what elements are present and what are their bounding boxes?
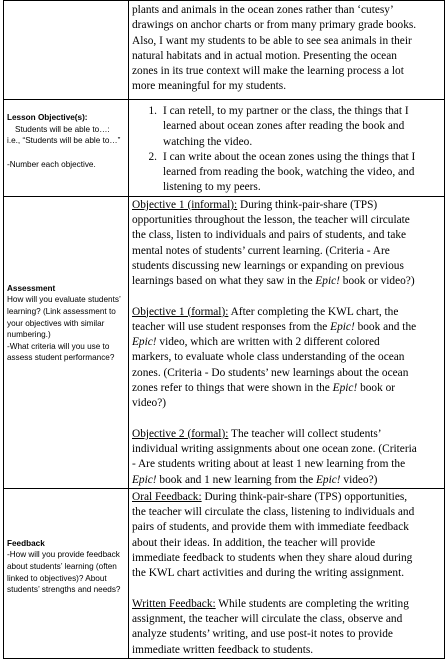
assessment-line: students discussing new learnings or expanding on previous <box>132 259 404 272</box>
objectives-label-note: -Number each objective. <box>7 159 96 169</box>
assessment-line: the class, listen to individuals and pairs of students, and take <box>132 229 407 242</box>
assessment-line: The teacher will collect students’ <box>228 427 382 440</box>
feedback-line: During think-pair-share (TPS) opportunities, <box>201 490 408 503</box>
objectives-list <box>129 100 444 196</box>
assessment-row <box>4 196 445 488</box>
assessment-line: During think-pair-share (TPS) <box>237 198 378 211</box>
objective-line: learned about ocean zones after reading the book and <box>163 120 405 133</box>
lesson-plan-table <box>3 0 445 659</box>
objective-line: learned from reading the book, watching the video, and <box>163 166 415 179</box>
feedback-paragraph-written <box>132 597 444 658</box>
objective-item-1 <box>129 104 444 150</box>
assessment-line: markers, to evaluate whole class understanding of the ocean <box>132 351 405 364</box>
assessment-line: zones refer to things that were shown in the Epic! book or <box>132 382 396 395</box>
assessment-label-title: Assessment <box>7 283 56 293</box>
assessment-content-cell <box>129 196 445 488</box>
feedback-label-line: -How will you provide feedback <box>7 550 120 560</box>
assessment-line: opportunities throughout the lesson, the teacher will circulate <box>132 214 410 227</box>
assessment-label-line: assess student performance? <box>7 353 115 363</box>
assessment-line: video?) <box>132 397 167 410</box>
assessment-label-line: numbering.) <box>7 330 51 340</box>
assessment-label-cell <box>4 196 129 488</box>
objectives-label-line: i.e., “Students will be able to…” <box>7 136 121 146</box>
feedback-heading: Written Feedback: <box>132 597 216 610</box>
feedback-line: the KWL chart activities and during the writing assignment. <box>132 567 405 580</box>
assessment-line: learnings based on what they saw in the Epic! book or video?) <box>132 275 415 288</box>
objectives-label-cell <box>4 100 129 197</box>
feedback-line: immediate written feedback to students. <box>132 643 314 656</box>
objective-line: I can write about the ocean zones using the things that I <box>163 150 416 163</box>
assessment-heading: Objective 1 (formal): <box>132 305 229 318</box>
objective-line: I can retell, to my partner or the class, the things that I <box>163 105 409 117</box>
assessment-paragraph-3 <box>132 427 444 488</box>
feedback-heading: Oral Feedback: <box>132 490 202 503</box>
assessment-label-line: How will you evaluate students’ <box>7 295 121 305</box>
objectives-content-cell <box>129 100 445 197</box>
rationale-line: drawings on anchor charts or from many primary grade books. <box>132 19 417 32</box>
assessment-line: - Are students writing about at least 1 new learning from the <box>132 458 406 471</box>
feedback-line: pairs of students, and provide them with immediate feedback <box>132 521 409 534</box>
feedback-line: about their ideas. In addition, the teacher will provide <box>132 536 376 549</box>
feedback-paragraph-oral <box>132 490 444 582</box>
feedback-label <box>4 489 128 596</box>
feedback-label-line: linked to objectives)? About <box>7 573 107 583</box>
rationale-line: more meaningful for my students. <box>132 80 287 93</box>
assessment-paragraph-1 <box>132 198 444 290</box>
feedback-line: immediate feedback to students when they share aloud during <box>132 552 413 565</box>
assessment-label-line: your objectives with similar <box>7 318 105 328</box>
objective-item-2 <box>129 150 444 196</box>
assessment-heading: Objective 2 (formal): <box>132 427 229 440</box>
feedback-label-line: students’ strengths and needs? <box>7 585 121 595</box>
feedback-text <box>129 489 444 658</box>
objectives-label-title: Lesson Objective(s): <box>7 113 88 122</box>
objectives-row <box>4 100 445 197</box>
rationale-content-cell <box>129 1 445 100</box>
rationale-line: plants and animals in the ocean zones rather than ‘cutesy’ <box>132 4 394 16</box>
objectives-label <box>4 100 128 170</box>
objective-number: 2. <box>148 150 157 163</box>
feedback-label-cell <box>4 488 129 658</box>
assessment-line: mental notes of students’ current learning. (Criteria - Are <box>132 244 390 257</box>
rationale-row <box>4 1 445 100</box>
objectives-label-line: Students will be able to…: <box>15 124 110 134</box>
assessment-heading: Objective 1 (informal): <box>132 198 238 211</box>
assessment-label-line: -What criteria will you use to <box>7 341 110 351</box>
assessment-text <box>129 197 444 488</box>
assessment-paragraph-2 <box>132 305 444 412</box>
objective-line: watching the video. <box>163 135 253 148</box>
objective-line: listening to my peers. <box>163 181 261 194</box>
assessment-label <box>4 197 128 364</box>
assessment-label-line: learning? (Link assessment to <box>7 306 116 316</box>
rationale-line: zones in its true context will make the learning process a lot <box>132 65 404 78</box>
assessment-line: Epic! video, which are written with 2 different colored <box>132 336 380 349</box>
rationale-line: natural habitats and in actual motion. Presenting the ocean <box>132 49 397 62</box>
feedback-row <box>4 488 445 658</box>
feedback-line: assignment, the teacher will circulate the class, observe and <box>132 612 403 625</box>
feedback-line: While students are completing the writing <box>215 597 409 610</box>
objective-number: 1. <box>148 105 157 117</box>
rationale-line: Also, I want my students to be able to see sea animals in their <box>132 34 412 47</box>
feedback-label-line: about students’ learning (often <box>7 562 117 572</box>
feedback-line: analyze students’ writing, and use post-it notes to provide <box>132 628 393 641</box>
feedback-content-cell <box>129 488 445 658</box>
assessment-line: teacher will use student responses from the Epic! book and the <box>132 320 417 333</box>
rationale-label-cell <box>4 1 129 100</box>
assessment-line: zones. (Criteria - Do students’ new learnings about the ocean <box>132 366 409 379</box>
rationale-text <box>129 1 444 95</box>
assessment-line: After completing the KWL chart, the <box>228 305 399 318</box>
assessment-line: individual writing assignments about one ocean zone. (Criteria <box>132 442 417 455</box>
assessment-line: Epic! book and 1 new learning from the Epic! video?) <box>132 473 378 486</box>
feedback-line: the teacher will circulate the class, listening to individuals and <box>132 506 415 519</box>
feedback-label-title: Feedback <box>7 538 45 548</box>
